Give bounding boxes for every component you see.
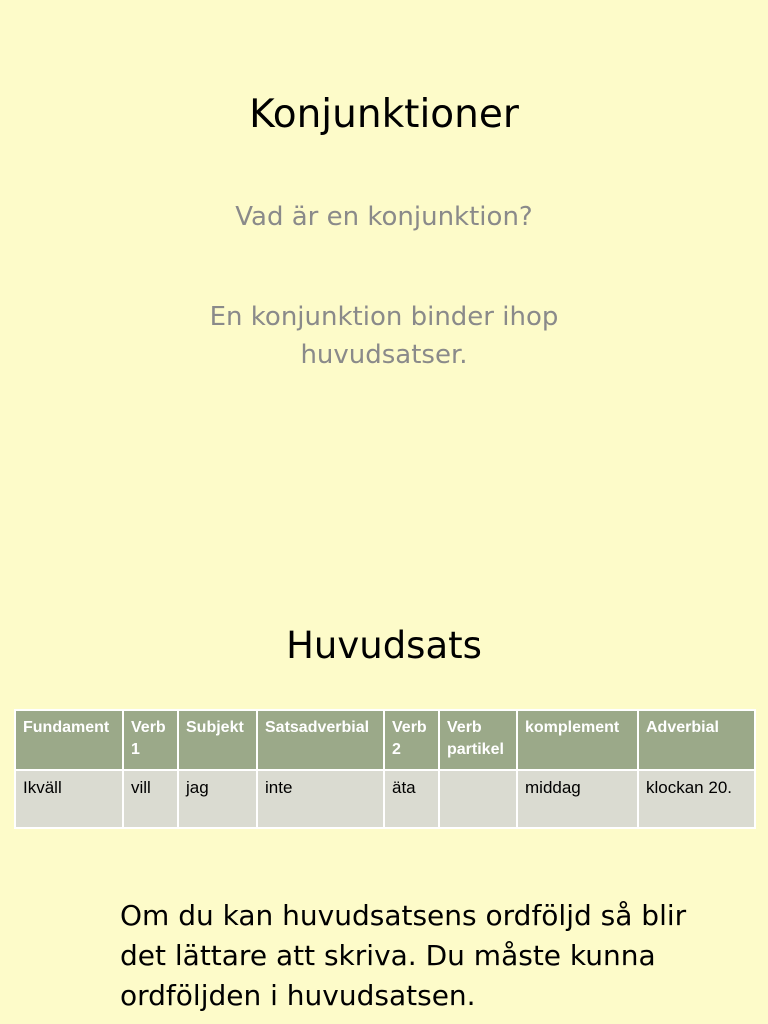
question-text: Vad är en konjunktion? bbox=[235, 202, 533, 232]
explanation-line: Om du kan huvudsatsens ordföljd så blir bbox=[120, 899, 687, 932]
word-order-table bbox=[14, 709, 756, 829]
table-cell: vill bbox=[123, 770, 178, 828]
header-verb-2: Verb 2 bbox=[384, 710, 439, 770]
header-subjekt: Subjekt bbox=[178, 710, 257, 770]
header-verb-partikel: Verb partikel bbox=[439, 710, 517, 770]
table-cell: Ikväll bbox=[15, 770, 123, 828]
table-cell: jag bbox=[178, 770, 257, 828]
table-cell: klockan 20. bbox=[638, 770, 755, 828]
table-cell: inte bbox=[257, 770, 384, 828]
explanation-text bbox=[120, 896, 750, 1016]
header-komplement: komplement bbox=[517, 710, 638, 770]
explanation-line: det lättare att skriva. Du måste kunna bbox=[120, 939, 656, 972]
table-cell: äta bbox=[384, 770, 439, 828]
explanation-line: ordföljden i huvudsatsen. bbox=[120, 979, 476, 1012]
header-satsadverbial: Satsadverbial bbox=[257, 710, 384, 770]
answer-text bbox=[0, 298, 768, 374]
slide-title: Konjunktioner bbox=[249, 92, 519, 137]
header-adverbial: Adverbial bbox=[638, 710, 755, 770]
table-header-row bbox=[15, 710, 755, 770]
table-cell bbox=[439, 770, 517, 828]
section-heading: Huvudsats bbox=[286, 624, 482, 667]
answer-line: huvudsatser. bbox=[300, 340, 468, 370]
header-fundament: Fundament bbox=[15, 710, 123, 770]
table-cell: middag bbox=[517, 770, 638, 828]
answer-line: En konjunktion binder ihop bbox=[209, 302, 559, 332]
header-verb-1: Verb 1 bbox=[123, 710, 178, 770]
table-row bbox=[15, 770, 755, 828]
